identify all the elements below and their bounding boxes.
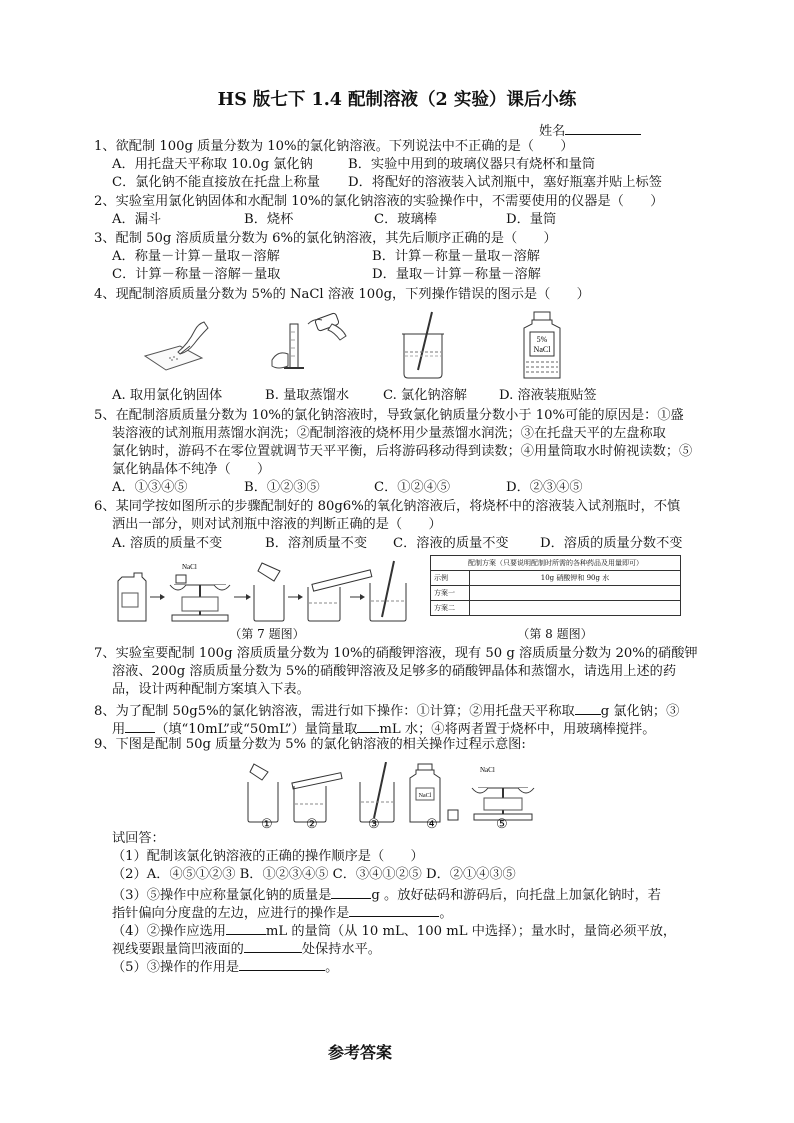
q6-option-b: B．溶剂质量不变 xyxy=(265,536,368,551)
plan-row-label: 方案一 xyxy=(431,586,470,601)
q5-option-a: A．①③④⑤ xyxy=(112,480,188,495)
q2-option-d: D．量筒 xyxy=(506,212,557,227)
q9-sub-5 xyxy=(112,956,338,977)
q9-text: （4）②操作应选用 xyxy=(112,924,226,939)
q1-option-b: B．实验中用到的玻璃仪器只有烧杯和量筒 xyxy=(348,157,596,172)
figure-8-caption: （第 8 题图） xyxy=(517,627,593,641)
q9-text: 处保持水平。 xyxy=(301,942,381,957)
q4-option-a: A. 取用氯化钠固体 xyxy=(112,388,223,403)
q9-label-5: ⑤ xyxy=(496,817,508,832)
q9-text: （3）⑤操作中应称量氯化钠的质量是 xyxy=(112,888,332,903)
q9-text: 。 xyxy=(325,960,339,975)
table-row xyxy=(431,571,681,586)
q2-option-a: A．漏斗 xyxy=(112,212,162,227)
q5-option-c: C．①②④⑤ xyxy=(374,480,451,495)
plan-row-label: 示例 xyxy=(431,571,470,586)
plan-row-value[interactable] xyxy=(470,586,681,601)
q9-balance-label: NaCl xyxy=(480,766,495,774)
q9-blank-meniscus[interactable] xyxy=(244,938,302,953)
q4-stem: 4、现配制溶质质量分数为 5%的 NaCl 溶液 100g，下列操作错误的图示是（ ） xyxy=(94,287,590,302)
q1-option-d: D．将配好的溶液装入试剂瓶中，塞好瓶塞并贴上标签 xyxy=(348,175,662,190)
q3-option-b: B．计算－称量－量取－溶解 xyxy=(372,249,540,264)
q2-option-b: B．烧杯 xyxy=(244,212,294,227)
q8-blank-cylinder[interactable] xyxy=(125,718,155,733)
q6-option-c: C．溶液的质量不变 xyxy=(393,536,509,551)
q1-stem: 1、欲配制 100g 质量分数为 10%的氯化钠溶液。下列说法中不正确的是（ ） xyxy=(94,139,574,154)
q6-option-d: D．溶质的质量分数不变 xyxy=(540,536,683,551)
plan-table-header: 配制方案（只要说明配制时所需的各种药品及用量即可） xyxy=(431,556,681,571)
q4-option-b: B. 量取蒸馏水 xyxy=(265,388,350,403)
q9-blank-mass[interactable] xyxy=(331,884,371,899)
q6-line-2: 洒出一部分，则对试剂瓶中溶液的判断正确的是（ ） xyxy=(112,517,442,532)
q9-stem: 9、下图是配制 50g 质量分数为 5% 的氯化钠溶液的相关操作过程示意图: xyxy=(94,737,526,752)
table-row xyxy=(431,586,681,601)
q3-option-a: A．称量－计算－量取－溶解 xyxy=(112,249,280,264)
q9-text: 视线要跟量筒凹液面的 xyxy=(112,942,244,957)
figure-7-caption: （第 7 题图） xyxy=(229,627,305,641)
q2-stem: 2、实验室用氯化钠固体和水配制 10%的氯化钠溶液的实验操作中，不需要使用的仪器是（ ） xyxy=(94,194,664,209)
bottle-label-nacl: NaCl xyxy=(533,345,551,354)
q8-text: 8、为了配制 50g5%的氯化钠溶液，需进行如下操作：①计算；②用托盘天平称取 xyxy=(94,704,575,719)
q9-label-4: ④ xyxy=(426,817,438,832)
q4-figure-d xyxy=(516,310,568,382)
q9-text: mL 的量筒（从 10 mL、100 mL 中选择）；量水时，量筒必须平放， xyxy=(265,924,677,939)
q6-option-a: A. 溶质的质量不变 xyxy=(112,536,223,551)
q9-blank-purpose[interactable] xyxy=(239,956,325,971)
q5-line-4: 氯化钠晶体不纯净（ ） xyxy=(112,462,271,477)
q8-blank-volume[interactable] xyxy=(357,718,379,733)
answer-title: 参考答案 xyxy=(327,1043,392,1062)
bottle-label-percent: 5% xyxy=(536,335,548,344)
plan-row-label: 方案二 xyxy=(431,601,470,616)
q9-blank-operation[interactable] xyxy=(349,902,439,917)
q8-text: mL 水；④将两者置于烧杯中，用玻璃棒搅拌。 xyxy=(379,722,656,737)
q5-line-1: 5、在配制溶质质量分数为 10%的氯化钠溶液时，导致氯化钠质量分数小于 10%可能的原因是：①盛 xyxy=(94,408,684,423)
fig7-nacl-label: NaCl xyxy=(182,563,197,571)
q1-option-a: A．用托盘天平称取 10.0g 氯化钠 xyxy=(112,157,313,172)
q9-sub-2: （2）A．④⑤①②③ B．①②③④⑤ C．③④①②⑤ D．②①④③⑤ xyxy=(112,867,516,882)
q6-line-1: 6、某同学按如图所示的步骤配制好的 80g6%的氧化钠溶液后，将烧杯中的溶液装入试剂瓶时，不慎 xyxy=(94,499,681,514)
q2-option-c: C．玻璃棒 xyxy=(374,212,437,227)
q4-figure-b xyxy=(262,310,352,380)
q9-text: 。 xyxy=(439,906,453,921)
q9-bottle-label: NaCl xyxy=(418,793,432,799)
name-blank[interactable] xyxy=(565,120,641,135)
q9-sub-1: （1）配制该氯化钠溶液的正确的操作顺序是（ ） xyxy=(112,849,424,864)
plan-table xyxy=(430,555,681,616)
q5-line-3: 氯化钠时，游码不在零位置就调节天平平衡，后将游码移动得到读数；④用量筒取水时俯视读数；⑤ xyxy=(112,444,693,459)
q7-line-2: 溶液、200g 溶质质量分数为 5%的硝酸钾溶液及足够多的硝酸钾晶体和蒸馏水，请选用上述的药 xyxy=(112,664,677,679)
q5-option-b: B．①②③⑤ xyxy=(244,480,320,495)
q4-option-d: D. 溶液装瓶贴签 xyxy=(499,388,597,403)
page-title: HS 版七下 1.4 配制溶液（2 实验）课后小练 xyxy=(217,90,577,110)
q8-blank-mass[interactable] xyxy=(575,700,601,715)
q4-figure-c xyxy=(394,310,454,382)
q9-blank-cylinder[interactable] xyxy=(226,920,266,935)
q9-figure xyxy=(240,762,550,824)
q7-line-1: 7、实验室要配制 100g 溶质质量分数为 10%的硝酸钾溶液，现有 50 g 溶质质量分数为 20%的硝酸钾 xyxy=(94,646,698,661)
q3-stem: 3、配制 50g 溶质质量分数为 6%的氯化钠溶液，其先后顺序正确的是（ ） xyxy=(94,231,557,246)
q9-text: 指针偏向分度盘的左边，应进行的操作是 xyxy=(112,906,350,921)
plan-row-value: 10g 硝酸钾和 90g 水 xyxy=(470,571,681,586)
q3-option-c: C．计算－称量－溶解－量取 xyxy=(112,267,281,282)
q5-option-d: D．②③④⑤ xyxy=(506,480,583,495)
q9-text: （5）③操作的作用是 xyxy=(112,960,240,975)
q9-label-1: ① xyxy=(261,817,273,832)
q8-text: 用 xyxy=(112,722,126,737)
q9-label-3: ③ xyxy=(368,817,380,832)
q3-option-d: D．量取－计算－称量－溶解 xyxy=(372,267,541,282)
q4-figure-a xyxy=(140,314,220,374)
q1-option-c: C．氯化钠不能直接放在托盘上称量 xyxy=(112,175,320,190)
table-row xyxy=(431,601,681,616)
name-label: 姓名 xyxy=(539,124,566,139)
plan-row-value[interactable] xyxy=(470,601,681,616)
q8-text: （填“10mL”或“50mL”）量筒量取 xyxy=(155,722,358,737)
q9-text: g 。放好砝码和游码后，向托盘上加氯化钠时，若 xyxy=(371,888,661,903)
q4-option-c: C. 氯化钠溶解 xyxy=(383,388,467,403)
q9-ask: 试回答： xyxy=(112,831,165,846)
q8-text: g 氯化钠；③ xyxy=(600,704,680,719)
q9-label-2: ② xyxy=(306,817,318,832)
q7-line-3: 品，设计两种配制方案填入下表。 xyxy=(112,682,310,697)
q5-line-2: 装溶液的试剂瓶用蒸馏水润洗；②配制溶液的烧杯用少量蒸馏水润洗；③在托盘天平的左盘称取 xyxy=(112,426,666,441)
figure-7 xyxy=(112,557,422,625)
